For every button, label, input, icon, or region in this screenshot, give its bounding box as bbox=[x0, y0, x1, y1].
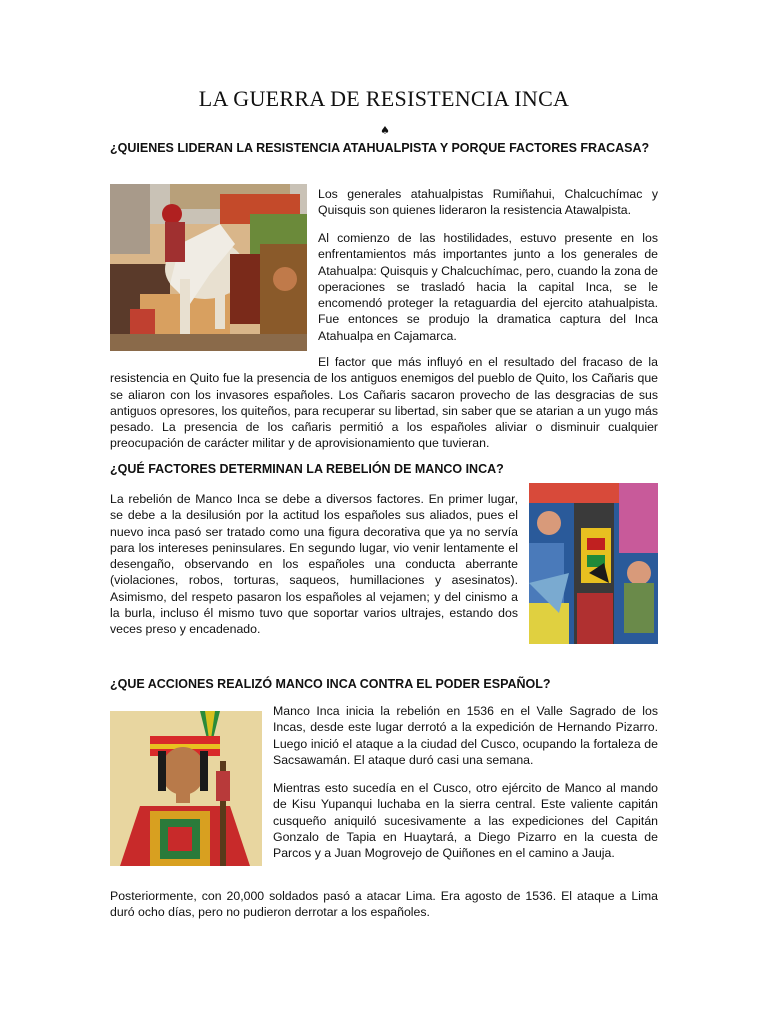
section-1-paragraph-2: Al comienzo de las hostilidades, estuvo presente en los enfrentamientos más importantes junto a los generales de Atahualpa: Quisquis y Chalcuchímac, pero, cuando la zona de operaciones se trasladó hacia la capital Inca, se le encomendó proteger la retaguardia del ejercito atahualpista. Fue entonces se produjo la dramatica captura del Inca Atahualpa en Cajamarca. bbox=[318, 231, 658, 343]
section-3-paragraph-3: Posteriormente, con 20,000 soldados pasó a atacar Lima. Era agosto de 1536. El ataque a Lima duró ocho días, pero no pudieron derrotar a los españoles. bbox=[110, 889, 658, 920]
section-3-paragraph-2: Mientras esto sucedía en el Cusco, otro ejército de Manco al mando de Kisu Yupanqui luchaba en la sierra central. Este valiente capitán cusqueño aniquiló sucesivamente a las expediciones del Capitán Gonzalo de Tapia en Huaytará, a Diego Pizarro en la cuesta de Parcos y a Juan Mogrovejo de Quiñones en el camino a Jauja. bbox=[273, 781, 658, 861]
section-2-paragraph-1: La rebelión de Manco Inca se debe a diversos factores. En primer lugar, se debe a la desilusión por la actitud los españoles sus aliados, pues el nuevo inca pasó ser tratado como una figura decorativa que ya no servía para los intereses peninsulares. En segundo lugar, vio venir lentamente el desengaño, observando en los españoles una conducta aberrante (violaciones, robos, torturas, saqueos, humillaciones y asesinatos). Asimismo, del respeto pasaron los españoles al vejamen; y del cinismo a la burla, incluso él mismo tuvo que soportar varios ultrajes, estando dos veces preso y encadenado. bbox=[110, 492, 518, 637]
section-1-heading: ¿QUIENES LIDERAN LA RESISTENCIA ATAHUALPISTA Y PORQUE FACTORES FRACASA? bbox=[110, 141, 650, 155]
section-3-paragraph-1: Manco Inca inicia la rebelión en 1536 en el Valle Sagrado de los Incas, desde este lugar derrotó a la expedición de Hernando Pizarro. Luego inició el ataque a la ciudad del Cusco, ocupando la fortaleza de Sacsawamán. El ataque duró casi una semana. bbox=[273, 704, 658, 767]
battle-painting-image bbox=[110, 184, 307, 351]
section-1-paragraph-3: El factor que más influyó en el resultado del fracaso de la resistencia en Quito fue la presencia de los antiguos enemigos del pueblo de Quito, los Cañaris que se aliaron con los invasores españoles. Los Cañaris sacaron provecho de las desgracias de sus antiguos opresores, los quiteños, para recuperar su libertad, sin saber que se atarian a un yugo más pesado. La presencia de los cañaris permitió a los españoles aliviar o disminuir cualquier preocupación de carácter militar y de aprovisionamiento que tuvieran. bbox=[110, 355, 658, 451]
manco-inca-portrait-image bbox=[110, 711, 262, 866]
section-1-paragraph-1: Los generales atahualpistas Rumiñahui, Chalcuchímac y Quisquis son quienes lideraron la resistencia Atawalpista. bbox=[318, 187, 658, 218]
ornament-icon: ♠ bbox=[380, 124, 390, 137]
manco-inca-mural-image bbox=[529, 483, 658, 644]
page-title: LA GUERRA DE RESISTENCIA INCA bbox=[198, 86, 570, 111]
section-2-heading: ¿QUÉ FACTORES DETERMINAN LA REBELIÓN DE MANCO INCA? bbox=[110, 462, 504, 476]
section-3-heading: ¿QUE ACCIONES REALIZÓ MANCO INCA CONTRA EL PODER ESPAÑOL? bbox=[110, 677, 551, 691]
